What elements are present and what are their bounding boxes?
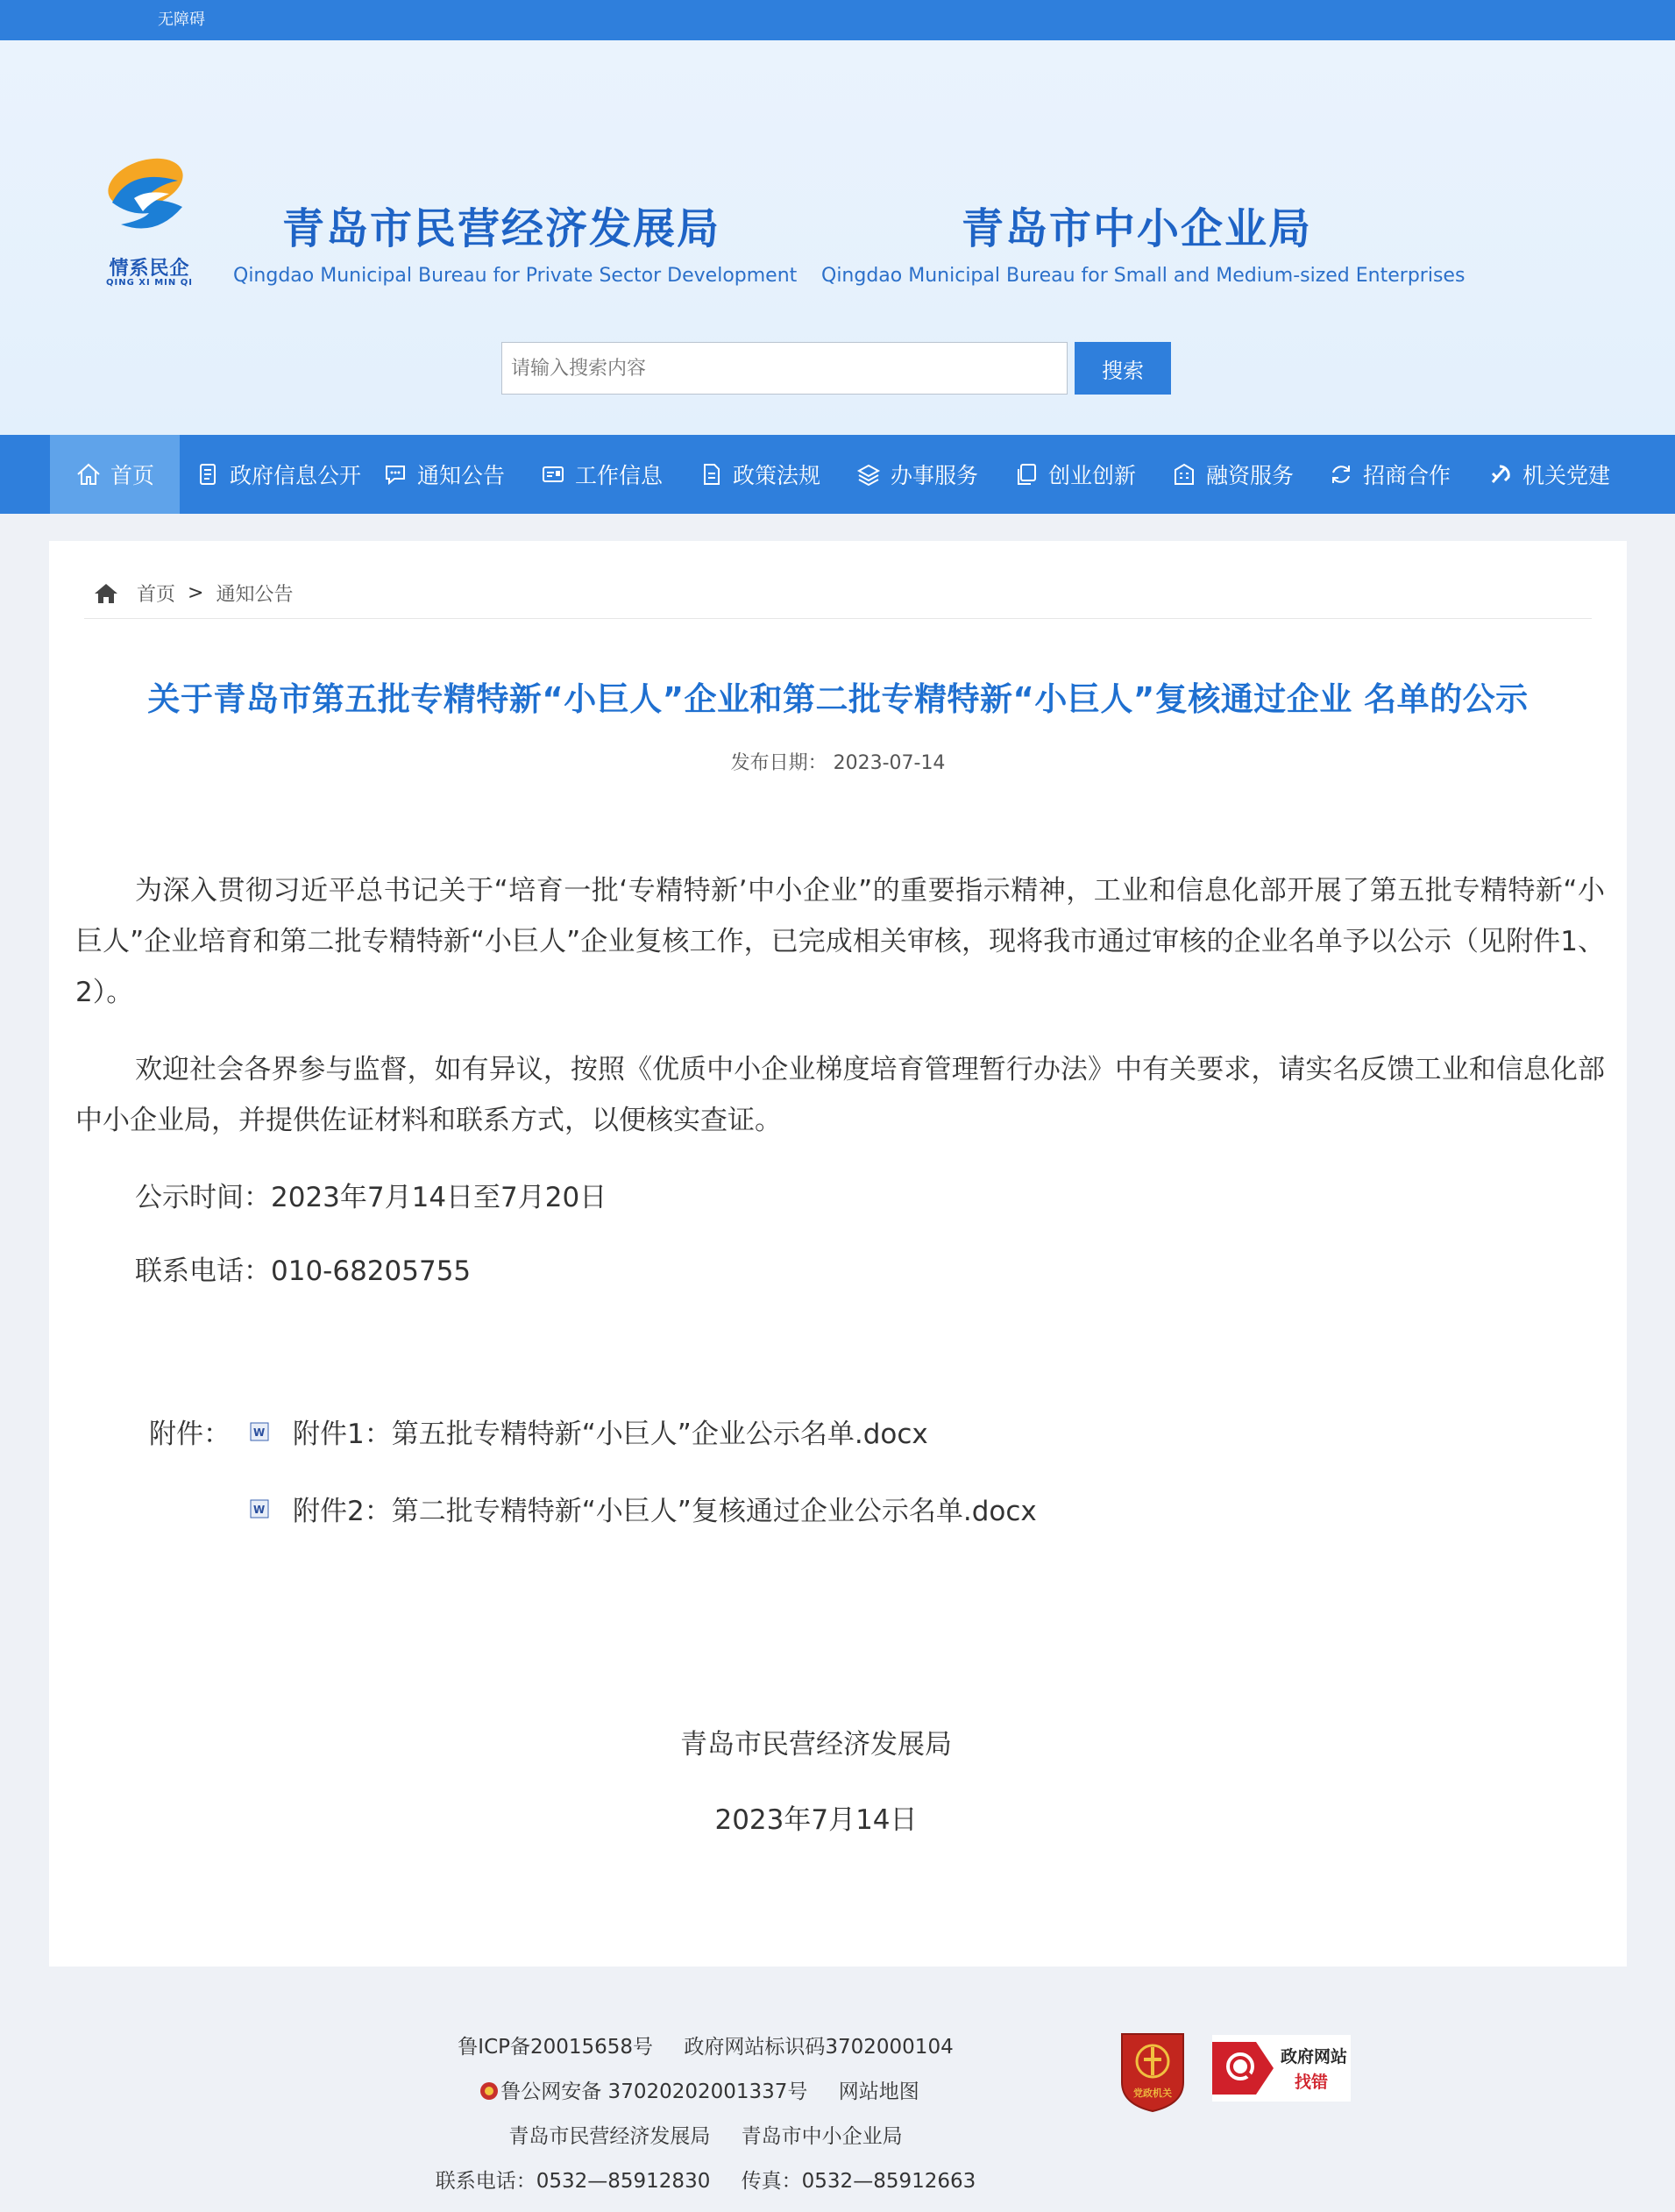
nav-label: 政府信息公开: [230, 463, 362, 488]
footer-phone: 联系电话：0532—85912830: [435, 2170, 711, 2193]
paragraph: 欢迎社会各界参与监督，如有异议，按照《优质中小企业梯度培育管理暂行办法》中有关要求，请实名反馈工业和信息化部中小企业局，并提供佐证材料和联系方式，以便核实查证。: [75, 1054, 1605, 1136]
nav-item-startup[interactable]: [1013, 435, 1136, 514]
gov-site-error-report[interactable]: [1212, 2035, 1351, 2102]
footer-fax: 传真：0532—85912663: [741, 2170, 976, 2193]
nav-item-work-info[interactable]: [540, 435, 663, 514]
nav-item-gov-info[interactable]: [195, 435, 361, 514]
nav-item-services[interactable]: [855, 435, 978, 514]
nav-item-investment[interactable]: [1328, 435, 1451, 514]
nav-item-home[interactable]: [50, 435, 180, 514]
nav-item-policy[interactable]: [698, 435, 820, 514]
svg-text:W: W: [253, 1426, 266, 1439]
breadcrumb-current[interactable]: 通知公告: [216, 584, 294, 606]
document-icon: [195, 461, 221, 487]
id-card-icon: [540, 461, 566, 487]
logo-subtext: QING XI MIN QI: [106, 278, 193, 288]
site-footer: [0, 1967, 1675, 2212]
party-gov-emblem-icon: [1118, 2030, 1188, 2113]
footer-line: [0, 2120, 1411, 2149]
breadcrumb: [93, 580, 293, 607]
content-panel: [49, 541, 1627, 1967]
footer-org2: 青岛市中小企业局: [741, 2125, 903, 2148]
accessibility-link[interactable]: 无障碍: [158, 11, 205, 29]
word-doc-icon: [249, 1421, 270, 1442]
nav-label: 办事服务: [891, 463, 979, 488]
footer-line: [0, 2075, 1411, 2104]
attachment-link[interactable]: [249, 1489, 1037, 1528]
nav-label: 首页: [110, 463, 154, 488]
home-icon: [75, 461, 102, 487]
nav-label: 通知公告: [417, 463, 506, 488]
bureau1-english-name: Qingdao Municipal Bureau for Private Sector Development: [233, 265, 798, 287]
site-code: 政府网站标识码3702000104: [684, 2036, 954, 2059]
police-record-link[interactable]: 鲁公网安备 37020202001337号: [500, 2080, 808, 2103]
attachment-name: 附件1：第五批专精特新“小巨人”企业公示名单.docx: [293, 1419, 928, 1450]
date-label: 发布日期：: [730, 752, 827, 774]
attachment-link[interactable]: [249, 1412, 928, 1451]
attachments-label: 附件：: [149, 1419, 231, 1450]
nav-label: 政策法规: [733, 463, 821, 488]
copy-icon: [1013, 461, 1040, 487]
party-emblem-icon: [1487, 461, 1514, 487]
search-button[interactable]: 搜索: [1075, 342, 1171, 395]
date-value: 2023-07-14: [833, 752, 946, 774]
paragraph: 公示时间：2023年7月14日至7月20日: [135, 1182, 607, 1213]
footer-line: [0, 2031, 1411, 2059]
nav-label: 融资服务: [1206, 463, 1295, 488]
policy-doc-icon: [698, 461, 724, 487]
article-title: 关于青岛市第五批专精特新“小巨人”企业和第二批专精特新“小巨人”复核通过企业 名单的公示: [147, 680, 1529, 718]
breadcrumb-home[interactable]: 首页: [137, 584, 176, 606]
nav-item-notices[interactable]: [382, 435, 505, 514]
nav-label: 创业创新: [1048, 463, 1137, 488]
find-error-label: 找错: [1295, 2073, 1329, 2092]
word-doc-icon: [249, 1498, 270, 1519]
footer-line: [0, 2165, 1411, 2194]
icp-link[interactable]: 鲁ICP备20015658号: [458, 2036, 654, 2059]
site-logo[interactable]: [95, 150, 204, 299]
divider: [84, 618, 1592, 619]
nav-item-financing[interactable]: [1171, 435, 1294, 514]
logo-emblem-icon: [95, 150, 204, 246]
logo-text: 情系民企: [109, 258, 190, 280]
gov-site-label: 政府网站: [1281, 2047, 1348, 2066]
nav-item-party[interactable]: [1487, 435, 1610, 514]
search-input[interactable]: [501, 342, 1068, 395]
nav-label: 机关党建: [1522, 463, 1611, 488]
article-body: [75, 865, 1605, 1323]
chat-icon: [382, 461, 408, 487]
paragraph: 为深入贯彻习近平总书记关于“培育一批‘专精特新’中小企业”的重要指示精神，工业和信息化部开展了第五批专精特新“小巨人”企业培育和第二批专精特新“小巨人”企业复核工作，已完成相关审核，现将我市通过审核的企业名单予以公示（见附件1、2）。: [75, 875, 1605, 1008]
home-icon[interactable]: [93, 582, 119, 605]
signature-date: 2023年7月14日: [714, 1804, 918, 1836]
bureau2-name: 青岛市中小企业局: [962, 204, 1313, 253]
refresh-icon: [1328, 461, 1354, 487]
nav-label: 工作信息: [575, 463, 664, 488]
breadcrumb-separator: >: [188, 582, 204, 604]
article-date: [49, 748, 1627, 775]
footer-org1: 青岛市民营经济发展局: [508, 2125, 711, 2148]
bureau1-name: 青岛市民营经济发展局: [282, 204, 721, 253]
svg-text:党政机关: 党政机关: [1133, 2088, 1172, 2099]
bureau2-english-name: Qingdao Municipal Bureau for Small and Medium-sized Enterprises: [821, 265, 1466, 287]
police-emblem-icon: [479, 2081, 499, 2101]
svg-text:W: W: [253, 1503, 266, 1516]
layers-icon: [855, 461, 882, 487]
main-nav: [0, 435, 1675, 514]
nav-label: 招商合作: [1363, 463, 1451, 488]
attachment-name: 附件2：第二批专精特新“小巨人”复核通过企业公示名单.docx: [293, 1496, 1037, 1527]
top-bar: [0, 0, 1675, 40]
sitemap-link[interactable]: 网站地图: [838, 2080, 919, 2103]
building-icon: [1171, 461, 1197, 487]
paragraph: 联系电话：010-68205755: [135, 1255, 472, 1287]
signature-org: 青岛市民营经济发展局: [680, 1729, 952, 1760]
magnifier-icon: [1212, 2035, 1281, 2102]
party-gov-badge[interactable]: [1118, 2030, 1188, 2113]
